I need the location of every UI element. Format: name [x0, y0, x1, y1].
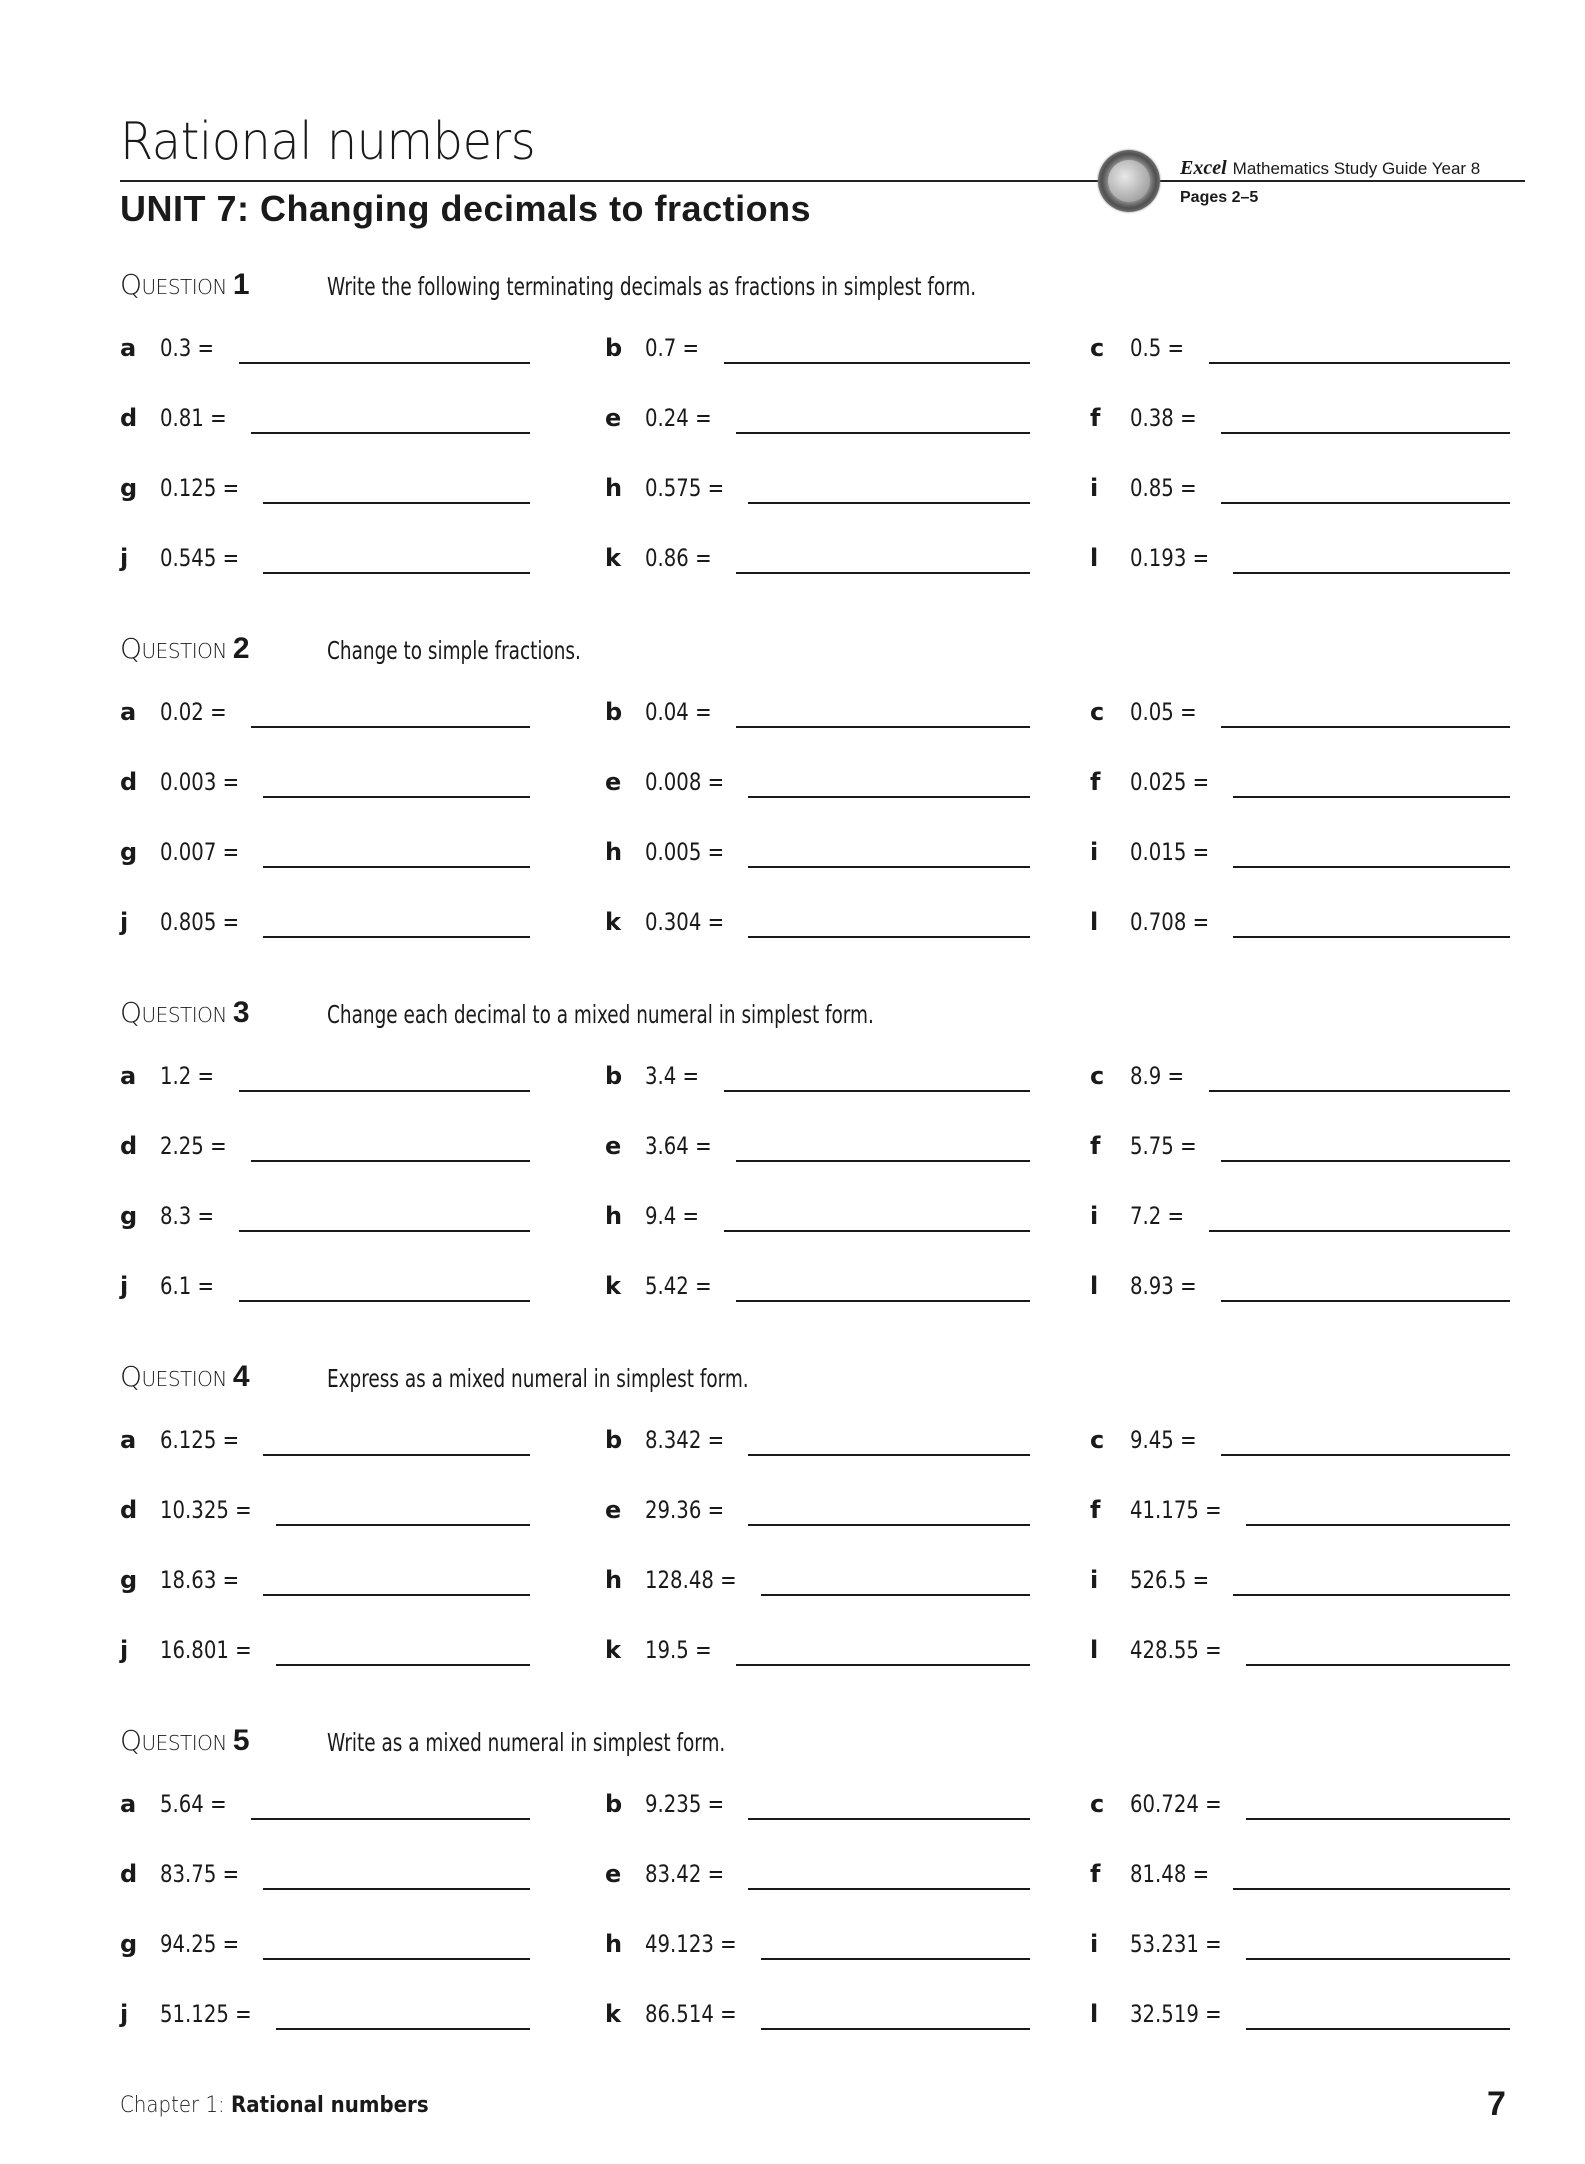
answer-blank[interactable] [1233, 1594, 1510, 1596]
exercise-item-c [1090, 692, 1510, 732]
exercise-item-h [605, 1196, 1030, 1236]
item-expression: 86.514 = [645, 2000, 737, 2028]
item-expression: 0.005 = [645, 838, 725, 866]
item-letter: i [1090, 1566, 1099, 1594]
question-instruction: Write the following terminating decimals as fractions in simplest form. [327, 272, 977, 301]
answer-blank[interactable] [1209, 362, 1510, 364]
item-expression: 428.55 = [1130, 1636, 1222, 1664]
item-letter: a [120, 1790, 137, 1818]
exercise-item-b [605, 1056, 1030, 1096]
item-letter: d [120, 1132, 138, 1160]
book-reference [1180, 157, 1480, 180]
exercise-item-d [120, 1854, 530, 1894]
answer-blank[interactable] [724, 1090, 1030, 1092]
answer-blank[interactable] [748, 1888, 1030, 1890]
item-letter: h [605, 474, 623, 502]
item-letter: f [1090, 768, 1101, 796]
item-letter: h [605, 1566, 623, 1594]
item-expression: 0.015 = [1130, 838, 1210, 866]
exercise-item-h [605, 1560, 1030, 1600]
exercise-item-d [120, 762, 530, 802]
answer-blank[interactable] [724, 1230, 1030, 1232]
exercise-item-g [120, 468, 530, 508]
exercise-item-k [605, 1994, 1030, 2034]
item-letter: d [120, 1496, 138, 1524]
exercise-item-j [120, 902, 530, 942]
item-letter: h [605, 1202, 623, 1230]
question-number: 5 [232, 1724, 250, 1757]
answer-blank[interactable] [736, 726, 1030, 728]
item-letter: l [1090, 1272, 1099, 1300]
exercise-item-a [120, 328, 530, 368]
item-expression: 49.123 = [645, 1930, 737, 1958]
item-letter: c [1090, 1062, 1105, 1090]
item-letter: f [1090, 1496, 1101, 1524]
exercise-item-k [605, 538, 1030, 578]
item-expression: 94.25 = [160, 1930, 240, 1958]
item-letter: k [605, 1272, 621, 1300]
item-letter: b [605, 334, 623, 362]
item-letter: l [1090, 908, 1099, 936]
exercise-item-b [605, 1784, 1030, 1824]
exercise-item-h [605, 468, 1030, 508]
item-letter: i [1090, 1930, 1099, 1958]
item-letter: a [120, 1426, 137, 1454]
page-reference: Pages 2–5 [1180, 189, 1259, 206]
item-expression: 0.025 = [1130, 768, 1210, 796]
item-expression: 0.38 = [1130, 404, 1197, 432]
answer-blank[interactable] [736, 1160, 1030, 1162]
question-instruction: Express as a mixed numeral in simplest form. [327, 1364, 749, 1393]
answer-blank[interactable] [1221, 726, 1510, 728]
item-expression: 9.4 = [645, 1202, 700, 1230]
exercise-item-e [605, 398, 1030, 438]
item-letter: e [605, 1496, 622, 1524]
item-expression: 53.231 = [1130, 1930, 1222, 1958]
item-letter: f [1090, 404, 1101, 432]
answer-blank[interactable] [263, 502, 530, 504]
exercise-item-i [1090, 468, 1510, 508]
answer-blank[interactable] [263, 866, 530, 868]
answer-blank[interactable] [1246, 2028, 1510, 2030]
exercise-item-b [605, 328, 1030, 368]
answer-blank[interactable] [1221, 432, 1510, 434]
question-number: 2 [232, 632, 250, 665]
item-expression: 0.02 = [160, 698, 227, 726]
footer-chapter-prefix: Chapter 1: [120, 2093, 232, 2118]
answer-blank[interactable] [1209, 1230, 1510, 1232]
exercise-item-h [605, 1924, 1030, 1964]
item-letter: i [1090, 838, 1099, 866]
question-heading [120, 1360, 250, 1400]
item-letter: g [120, 474, 138, 502]
item-expression: 29.36 = [645, 1496, 725, 1524]
answer-blank[interactable] [748, 1818, 1030, 1820]
question-5 [120, 1724, 1520, 2064]
reference-badge-icon [1098, 150, 1160, 212]
item-expression: 0.008 = [645, 768, 725, 796]
question-heading [120, 268, 250, 308]
exercise-item-d [120, 1126, 530, 1166]
item-letter: k [605, 544, 621, 572]
answer-blank[interactable] [239, 1300, 530, 1302]
item-expression: 526.5 = [1130, 1566, 1210, 1594]
exercise-item-c [1090, 1420, 1510, 1460]
header-rule [120, 180, 1525, 182]
answer-blank[interactable] [1246, 1524, 1510, 1526]
exercise-item-g [120, 1560, 530, 1600]
item-expression: 8.93 = [1130, 1272, 1197, 1300]
exercise-item-g [120, 832, 530, 872]
item-letter: f [1090, 1132, 1101, 1160]
answer-blank[interactable] [761, 1594, 1030, 1596]
answer-blank[interactable] [1221, 1160, 1510, 1162]
item-letter: h [605, 838, 623, 866]
answer-blank[interactable] [1233, 866, 1510, 868]
answer-blank[interactable] [1209, 1090, 1510, 1092]
answer-blank[interactable] [276, 2028, 530, 2030]
item-letter: a [120, 1062, 137, 1090]
unit-title: UNIT 7: Changing decimals to fractions [120, 188, 812, 229]
answer-blank[interactable] [748, 502, 1030, 504]
answer-blank[interactable] [761, 2028, 1030, 2030]
exercise-item-j [120, 538, 530, 578]
item-letter: l [1090, 2000, 1099, 2028]
item-expression: 128.48 = [645, 1566, 737, 1594]
exercise-item-j [120, 1994, 530, 2034]
item-letter: b [605, 1790, 623, 1818]
item-letter: g [120, 1566, 138, 1594]
answer-blank[interactable] [251, 726, 530, 728]
exercise-item-i [1090, 1196, 1510, 1236]
item-expression: 83.42 = [645, 1860, 725, 1888]
answer-blank[interactable] [1246, 1818, 1510, 1820]
item-expression: 1.2 = [160, 1062, 215, 1090]
item-letter: e [605, 1860, 622, 1888]
item-expression: 3.64 = [645, 1132, 712, 1160]
answer-blank[interactable] [1221, 1300, 1510, 1302]
exercise-item-e [605, 1126, 1030, 1166]
exercise-item-e [605, 762, 1030, 802]
item-letter: b [605, 698, 623, 726]
exercise-item-i [1090, 1560, 1510, 1600]
item-expression: 5.64 = [160, 1790, 227, 1818]
answer-blank[interactable] [1233, 1888, 1510, 1890]
item-letter: h [605, 1930, 623, 1958]
answer-blank[interactable] [263, 936, 530, 938]
exercise-item-f [1090, 398, 1510, 438]
exercise-item-f [1090, 1126, 1510, 1166]
footer-chapter-name: Rational numbers [231, 2093, 429, 2118]
item-letter: g [120, 1202, 138, 1230]
item-letter: b [605, 1062, 623, 1090]
answer-blank[interactable] [748, 796, 1030, 798]
chapter-title: Rational numbers [120, 112, 536, 172]
item-expression: 0.05 = [1130, 698, 1197, 726]
question-label: Question [120, 1724, 227, 1757]
item-expression: 3.4 = [645, 1062, 700, 1090]
exercise-item-a [120, 1056, 530, 1096]
badge-inner-disc [1108, 160, 1150, 202]
book-title: Mathematics Study Guide Year 8 [1232, 159, 1481, 178]
exercise-item-l [1090, 902, 1510, 942]
exercise-item-k [605, 1266, 1030, 1306]
exercise-item-c [1090, 1784, 1510, 1824]
item-expression: 2.25 = [160, 1132, 227, 1160]
item-letter: i [1090, 1202, 1099, 1230]
answer-blank[interactable] [239, 1230, 530, 1232]
exercise-item-l [1090, 1630, 1510, 1670]
answer-blank[interactable] [239, 362, 530, 364]
item-expression: 51.125 = [160, 2000, 252, 2028]
answer-blank[interactable] [1221, 502, 1510, 504]
question-2 [120, 632, 1520, 972]
answer-blank[interactable] [1233, 936, 1510, 938]
question-label: Question [120, 1360, 227, 1393]
item-letter: c [1090, 698, 1105, 726]
answer-blank[interactable] [748, 866, 1030, 868]
exercise-item-l [1090, 538, 1510, 578]
question-4 [120, 1360, 1520, 1700]
item-letter: d [120, 1860, 138, 1888]
item-expression: 0.575 = [645, 474, 725, 502]
exercise-item-d [120, 1490, 530, 1530]
item-expression: 9.235 = [645, 1790, 725, 1818]
item-expression: 60.724 = [1130, 1790, 1222, 1818]
answer-blank[interactable] [748, 1454, 1030, 1456]
answer-blank[interactable] [761, 1958, 1030, 1960]
answer-blank[interactable] [724, 362, 1030, 364]
item-letter: k [605, 2000, 621, 2028]
item-letter: l [1090, 544, 1099, 572]
item-expression: 0.708 = [1130, 908, 1210, 936]
item-expression: 0.193 = [1130, 544, 1210, 572]
item-letter: f [1090, 1860, 1101, 1888]
item-letter: l [1090, 1636, 1099, 1664]
exercise-item-f [1090, 1854, 1510, 1894]
item-letter: a [120, 698, 137, 726]
exercise-item-j [120, 1266, 530, 1306]
item-letter: i [1090, 474, 1099, 502]
item-expression: 0.86 = [645, 544, 712, 572]
item-expression: 0.81 = [160, 404, 227, 432]
exercise-item-l [1090, 1266, 1510, 1306]
item-letter: j [120, 2000, 129, 2028]
answer-blank[interactable] [1233, 572, 1510, 574]
exercise-item-g [120, 1924, 530, 1964]
answer-blank[interactable] [1246, 1958, 1510, 1960]
question-instruction: Change each decimal to a mixed numeral in simplest form. [327, 1000, 874, 1029]
exercise-item-i [1090, 832, 1510, 872]
item-expression: 81.48 = [1130, 1860, 1210, 1888]
item-letter: c [1090, 1426, 1105, 1454]
exercise-item-e [605, 1490, 1030, 1530]
exercise-item-l [1090, 1994, 1510, 2034]
page-number: 7 [1487, 2085, 1506, 2123]
item-expression: 8.342 = [645, 1426, 725, 1454]
answer-blank[interactable] [263, 1594, 530, 1596]
question-label: Question [120, 632, 227, 665]
item-expression: 9.45 = [1130, 1426, 1197, 1454]
answer-blank[interactable] [263, 1454, 530, 1456]
question-number: 1 [232, 268, 250, 301]
question-number: 3 [232, 996, 250, 1029]
item-expression: 0.304 = [645, 908, 725, 936]
answer-blank[interactable] [263, 1888, 530, 1890]
brand-name: Excel [1180, 157, 1227, 179]
answer-blank[interactable] [736, 572, 1030, 574]
question-3 [120, 996, 1520, 1336]
item-letter: g [120, 838, 138, 866]
exercise-item-f [1090, 1490, 1510, 1530]
exercise-item-k [605, 1630, 1030, 1670]
footer-chapter [120, 2093, 429, 2118]
item-expression: 0.805 = [160, 908, 240, 936]
item-letter: e [605, 768, 622, 796]
item-expression: 0.04 = [645, 698, 712, 726]
answer-blank[interactable] [263, 572, 530, 574]
exercise-item-k [605, 902, 1030, 942]
item-expression: 6.125 = [160, 1426, 240, 1454]
exercise-item-f [1090, 762, 1510, 802]
answer-blank[interactable] [1233, 796, 1510, 798]
item-letter: c [1090, 334, 1105, 362]
exercise-item-b [605, 692, 1030, 732]
item-expression: 0.545 = [160, 544, 240, 572]
question-instruction: Change to simple fractions. [327, 636, 581, 665]
item-letter: k [605, 908, 621, 936]
exercise-item-a [120, 1420, 530, 1460]
item-letter: b [605, 1426, 623, 1454]
question-number: 4 [232, 1360, 250, 1393]
answer-blank[interactable] [263, 796, 530, 798]
item-expression: 8.9 = [1130, 1062, 1185, 1090]
answer-blank[interactable] [748, 936, 1030, 938]
question-heading [120, 1724, 250, 1764]
item-expression: 32.519 = [1130, 2000, 1222, 2028]
answer-blank[interactable] [263, 1958, 530, 1960]
item-expression: 41.175 = [1130, 1496, 1222, 1524]
exercise-item-a [120, 1784, 530, 1824]
item-expression: 0.7 = [645, 334, 700, 362]
item-expression: 0.24 = [645, 404, 712, 432]
question-heading [120, 632, 250, 672]
answer-blank[interactable] [748, 1524, 1030, 1526]
answer-blank[interactable] [1246, 1664, 1510, 1666]
exercise-item-c [1090, 1056, 1510, 1096]
item-letter: d [120, 404, 138, 432]
item-expression: 7.2 = [1130, 1202, 1185, 1230]
item-letter: e [605, 404, 622, 432]
question-label: Question [120, 996, 227, 1029]
answer-blank[interactable] [239, 1090, 530, 1092]
exercise-item-j [120, 1630, 530, 1670]
question-label: Question [120, 268, 227, 301]
answer-blank[interactable] [276, 1524, 530, 1526]
item-expression: 8.3 = [160, 1202, 215, 1230]
item-letter: c [1090, 1790, 1105, 1818]
exercise-item-h [605, 832, 1030, 872]
item-letter: j [120, 544, 129, 572]
exercise-item-b [605, 1420, 1030, 1460]
answer-blank[interactable] [251, 1818, 530, 1820]
question-instruction: Write as a mixed numeral in simplest form. [327, 1728, 726, 1757]
item-letter: k [605, 1636, 621, 1664]
answer-blank[interactable] [736, 1664, 1030, 1666]
item-letter: g [120, 1930, 138, 1958]
item-expression: 0.003 = [160, 768, 240, 796]
item-expression: 0.5 = [1130, 334, 1185, 362]
item-letter: d [120, 768, 138, 796]
item-expression: 0.007 = [160, 838, 240, 866]
item-expression: 5.75 = [1130, 1132, 1197, 1160]
question-heading [120, 996, 250, 1036]
answer-blank[interactable] [1221, 1454, 1510, 1456]
item-expression: 5.42 = [645, 1272, 712, 1300]
item-letter: j [120, 908, 129, 936]
answer-blank[interactable] [251, 432, 530, 434]
item-letter: a [120, 334, 137, 362]
item-expression: 83.75 = [160, 1860, 240, 1888]
exercise-item-c [1090, 328, 1510, 368]
item-letter: j [120, 1272, 129, 1300]
item-letter: j [120, 1636, 129, 1664]
exercise-item-d [120, 398, 530, 438]
exercise-item-e [605, 1854, 1030, 1894]
item-expression: 6.1 = [160, 1272, 215, 1300]
item-expression: 0.85 = [1130, 474, 1197, 502]
answer-blank[interactable] [251, 1160, 530, 1162]
item-expression: 0.3 = [160, 334, 215, 362]
question-1 [120, 268, 1520, 608]
item-expression: 18.63 = [160, 1566, 240, 1594]
item-expression: 19.5 = [645, 1636, 712, 1664]
exercise-item-i [1090, 1924, 1510, 1964]
exercise-item-g [120, 1196, 530, 1236]
item-letter: e [605, 1132, 622, 1160]
exercise-item-a [120, 692, 530, 732]
answer-blank[interactable] [736, 432, 1030, 434]
answer-blank[interactable] [276, 1664, 530, 1666]
item-expression: 10.325 = [160, 1496, 252, 1524]
answer-blank[interactable] [736, 1300, 1030, 1302]
item-expression: 16.801 = [160, 1636, 252, 1664]
item-expression: 0.125 = [160, 474, 240, 502]
